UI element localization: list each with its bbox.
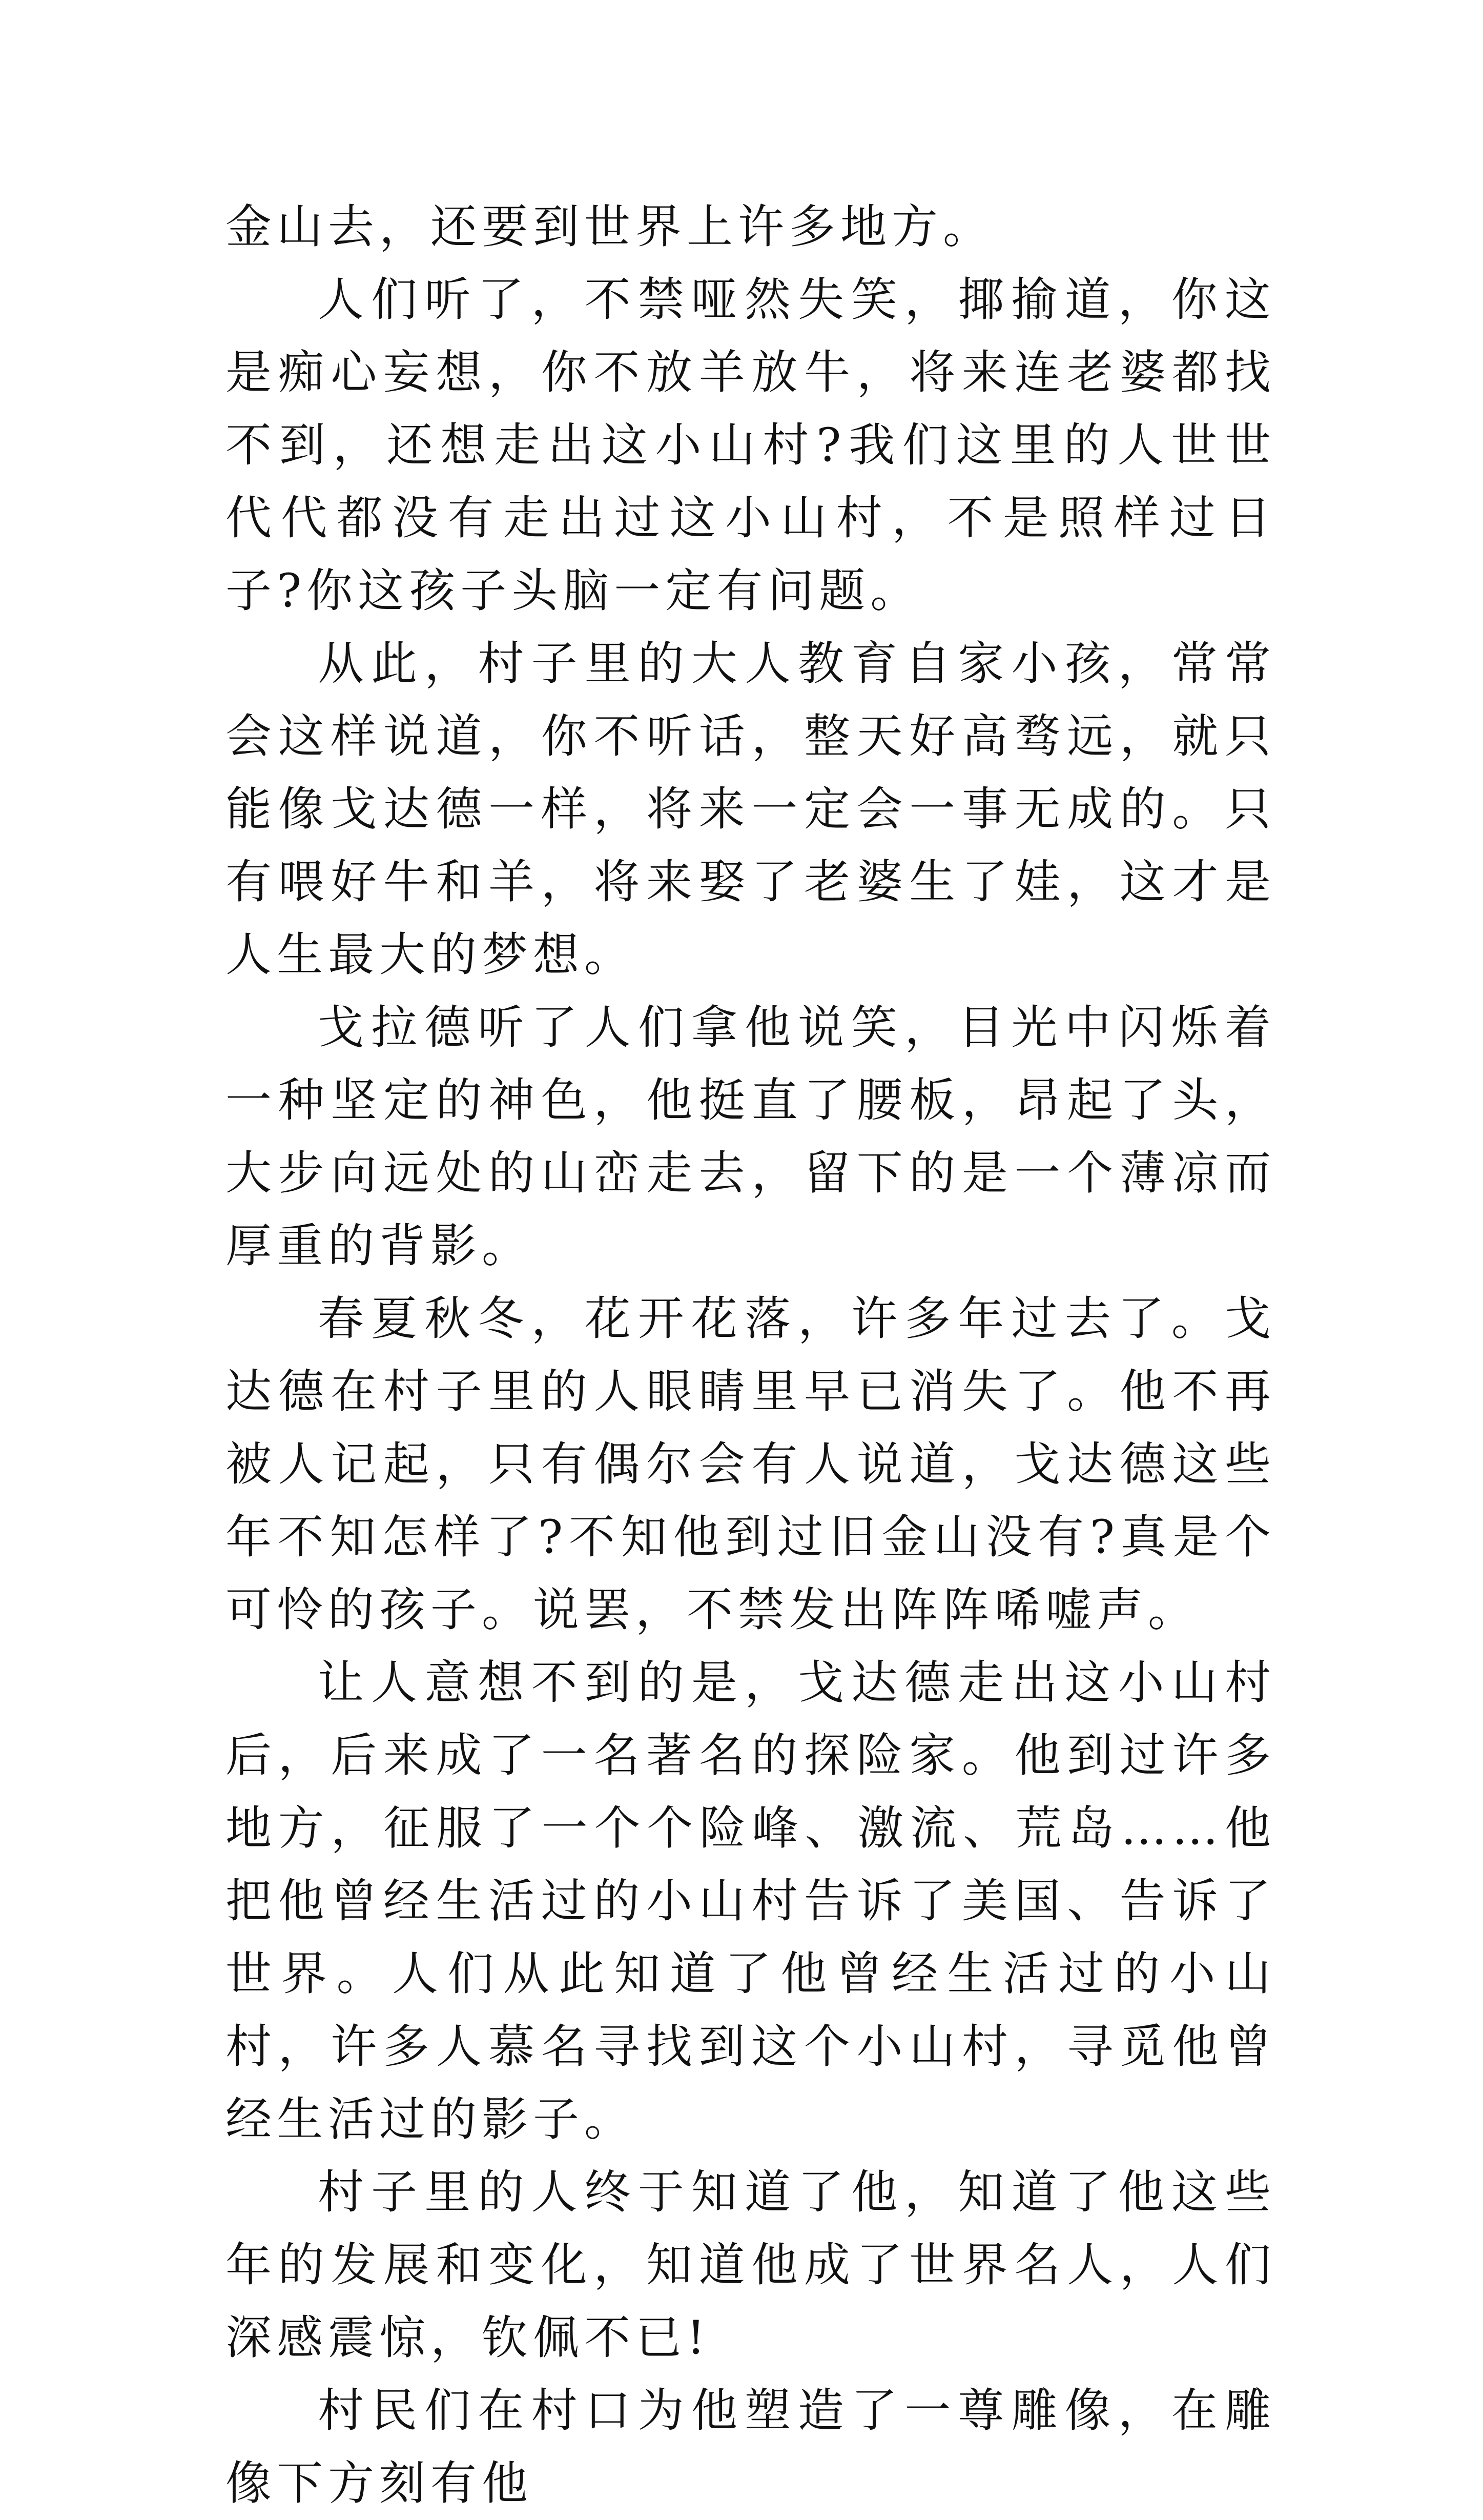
- paragraph: 村子里的人终于知道了他，知道了他这些年的发展和变化，知道他成了世界名人，人们深感震惊，钦佩不已!: [225, 2165, 1276, 2365]
- paragraph: 春夏秋冬，花开花落，许多年过去了。戈达德在村子里的人眼睛里早已消失了。他不再被人记起，只有偶尔会有人说道，戈达德这些年不知怎样了?不知他到过旧金山没有?真是个可怜的孩子。说罢，不禁发出阵阵唏嘘声。: [225, 1292, 1276, 1637]
- paragraph: 戈拉德听了人们拿他说笑，目光中闪烁着一种坚定的神色，他挺直了腰板，昂起了头，大步向远处的山峦走去，留下的是一个薄凉而厚重的背影。: [225, 1001, 1276, 1273]
- paragraph: 让人意想不到的是，戈达德走出这小山村后，后来成了一名著名的探险家。他到过许多地方，征服了一个个险峰、激流、荒岛……他把他曾经生活过的小山村告诉了美国、告诉了世界。人们从此知道了他曾经生活过的小山村，许多人慕名寻找到这个小山村，寻觅他曾经生活过的影子。: [225, 1656, 1276, 2146]
- paragraph: 村民们在村口为他塑造了一尊雕像，在雕像下方刻有他: [225, 2384, 1276, 2510]
- paragraph: 人们听了，不禁哑然失笑，揶揄道，你这是痴心妄想，你不放羊放牛，将来连老婆都找不到，还想走出这小山村?我们这里的人世世代代都没有走出过这小山村，不是照样过日子?你这孩子头脑一定有问题。: [225, 273, 1276, 618]
- body-text: [225, 191, 1276, 2520]
- paragraph-continuation: 金山去，还要到世界上许多地方。: [225, 200, 994, 254]
- paragraph: 从此，村子里的大人教育自家小孩，常常会这样说道，你不听话，整天好高骛远，就只能像戈达德一样，将来一定会一事无成的。只有喂好牛和羊，将来娶了老婆生了娃，这才是人生最大的梦想。: [225, 637, 1276, 982]
